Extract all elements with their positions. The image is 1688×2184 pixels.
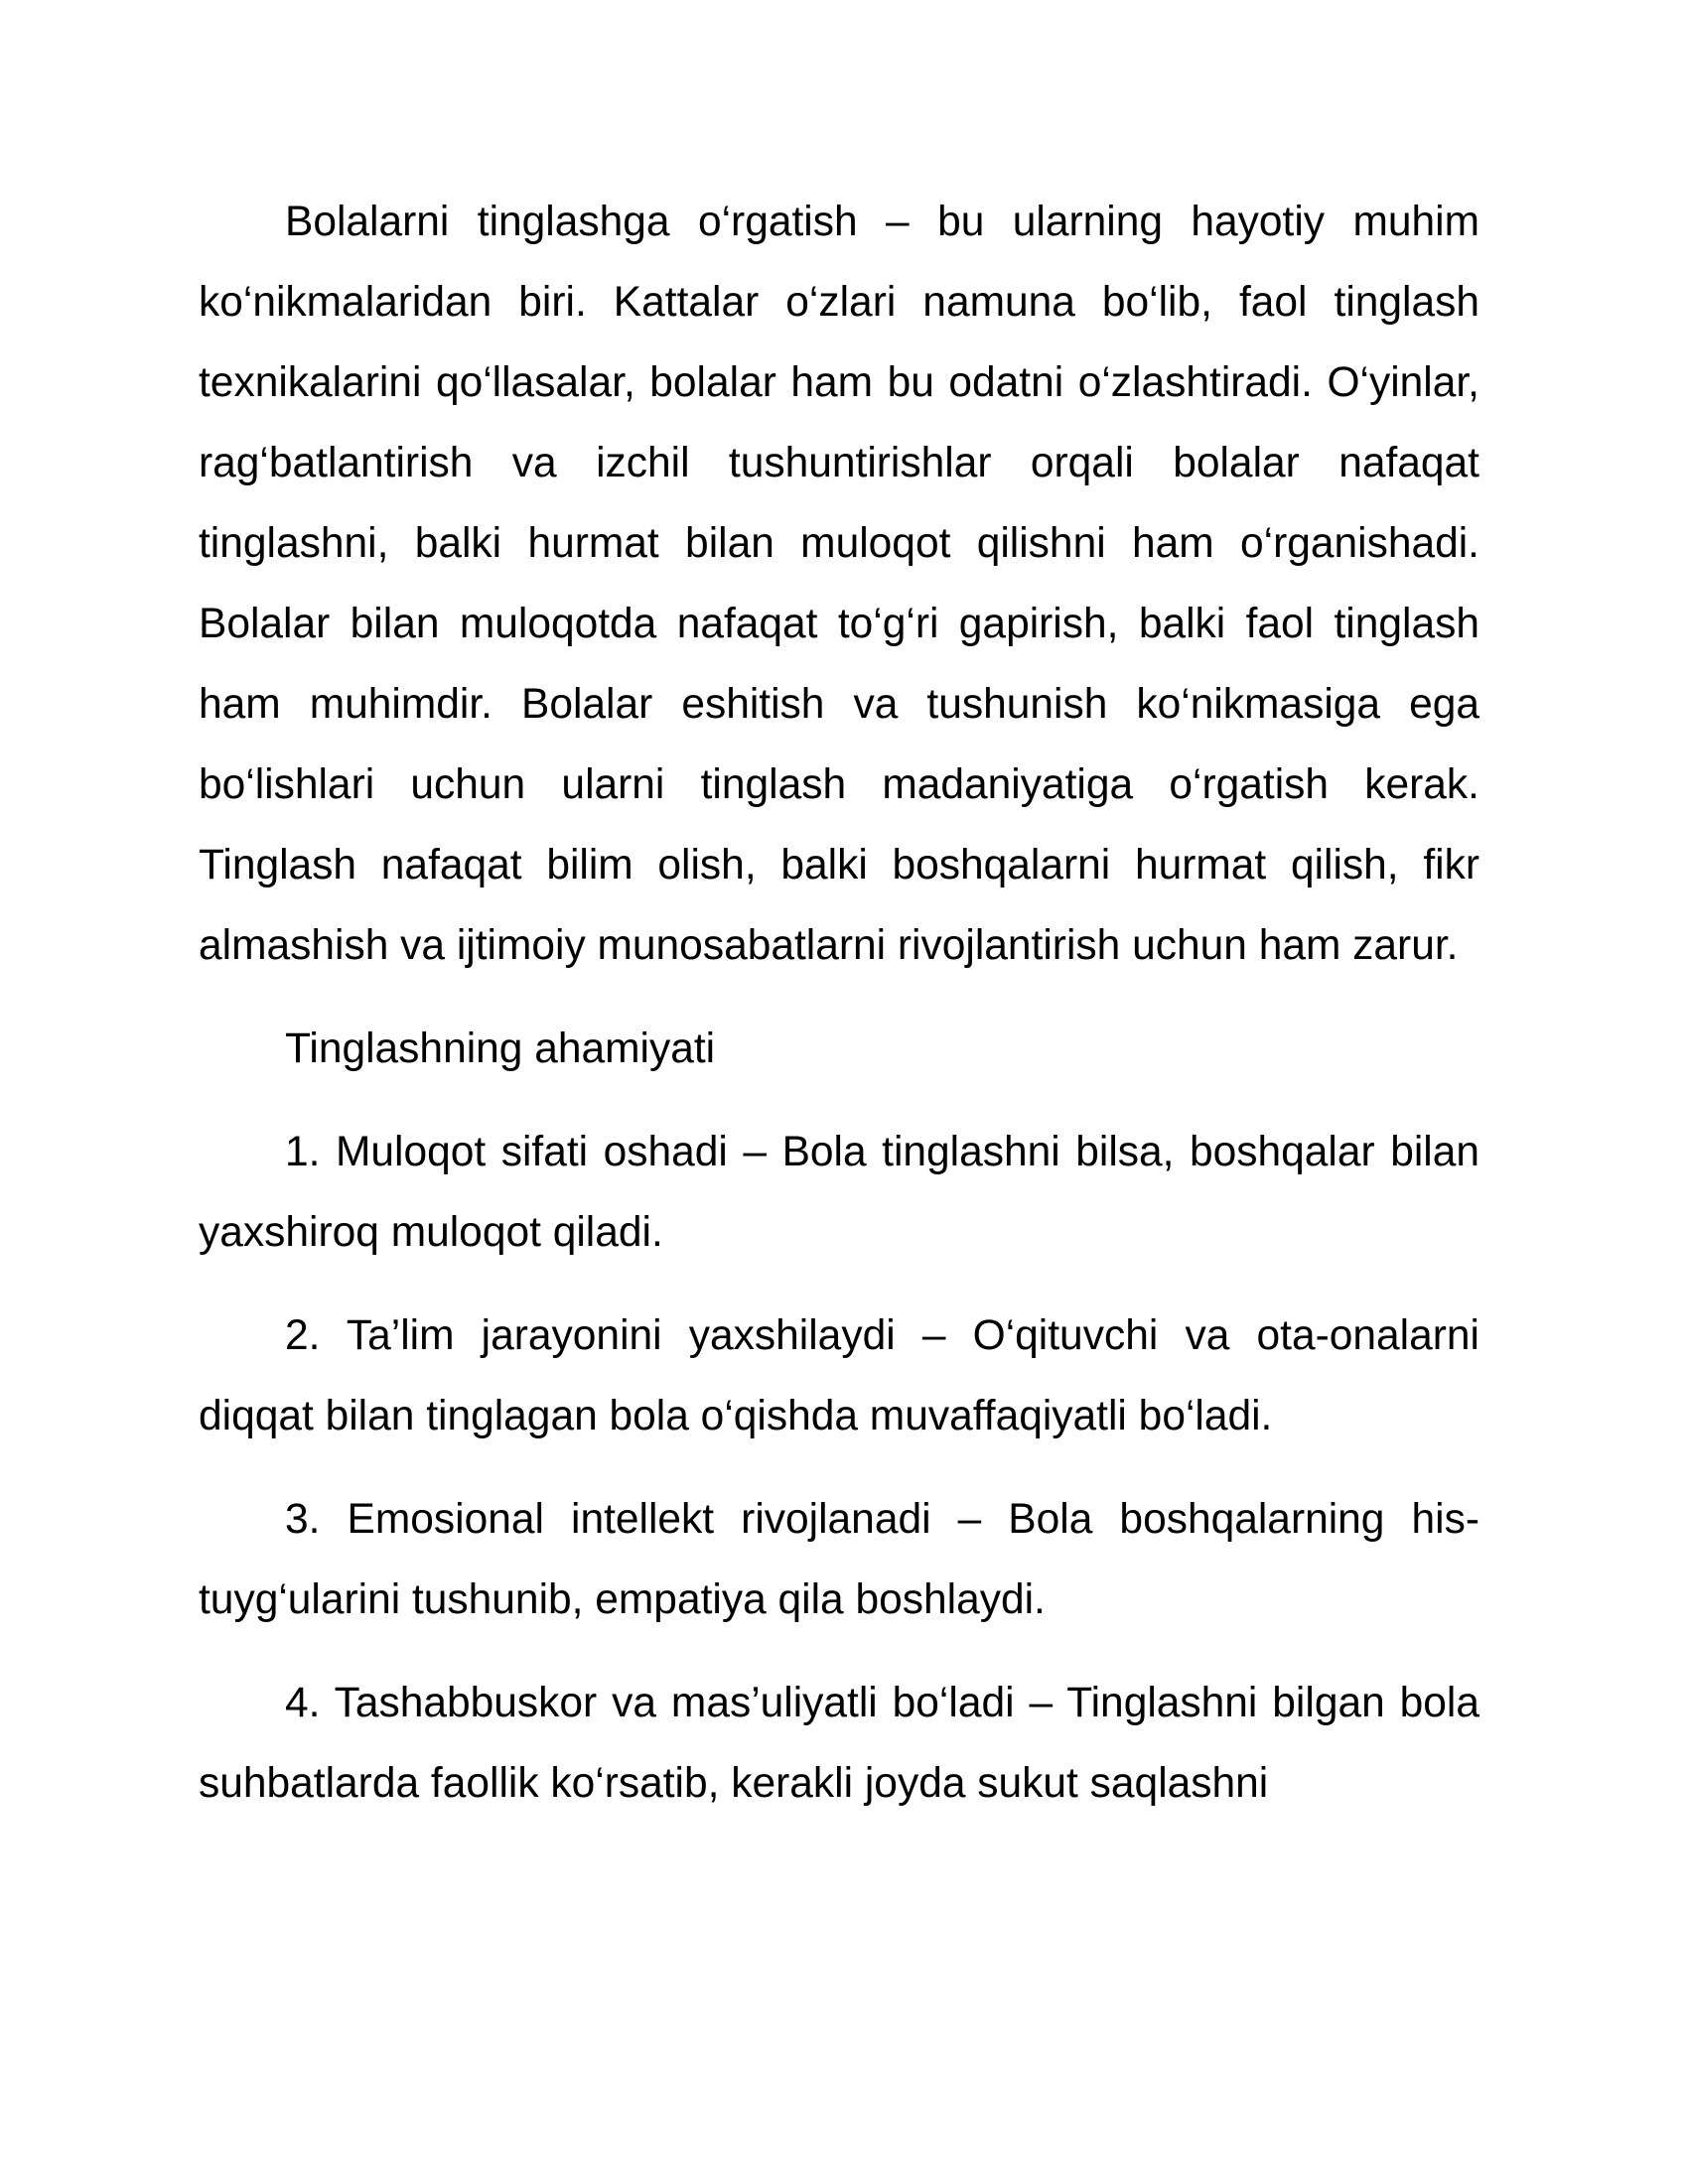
- section-heading: Tinglashning ahamiyati: [285, 1025, 716, 1072]
- document-page: [199, 182, 1479, 1824]
- intro-paragraph: Bolalarni tinglashga o‘rgatish – bu ularning hayotiy muhim ko‘nikmalaridan biri. Kattalar o‘zlari namuna bo‘lib, faol tinglash texnikalarini qo‘llasalar, bolalar ham bu odatni o‘zlashtiradi. O‘yinlar, rag‘batlantirish va izchil tushuntirishlar orqali bolalar nafaqat tinglashni, balki hurmat bilan muloqot qilishni ham o‘rganishadi. Bolalar bilan muloqotda nafaqat to‘g‘ri gapirish, balki faol tinglash ham muhimdir. Bolalar eshitish va tushunish ko‘nikmasiga ega bo‘lishlari uchun ularni tinglash madaniyatiga o‘rgatish kerak. Tinglash nafaqat bilim olish, balki boshqalarni hurmat qilish, fikr almashish va ijtimoiy munosabatlarni rivojlantirish uchun ham zarur.: [199, 199, 1479, 969]
- list-item-4: 4. Tashabbuskor va mas’uliyatli bo‘ladi – Tinglashni bilgan bola suhbatlarda faollik ko‘rsatib, kerakli joyda sukut saqlashni: [199, 1680, 1479, 1807]
- list-item-2: 2. Ta’lim jarayonini yaxshilaydi – O‘qituvchi va ota-onalarni diqqat bilan tinglagan bola o‘qishda muvaffaqiyatli bo‘ladi.: [199, 1312, 1479, 1439]
- list-item-1: 1. Muloqot sifati oshadi – Bola tinglashni bilsa, boshqalar bilan yaxshiroq muloqot qiladi.: [199, 1129, 1479, 1256]
- list-item-3: 3. Emosional intellekt rivojlanadi – Bola boshqalarning his-tuyg‘ularini tushunib, empatiya qila boshlaydi.: [199, 1496, 1479, 1623]
